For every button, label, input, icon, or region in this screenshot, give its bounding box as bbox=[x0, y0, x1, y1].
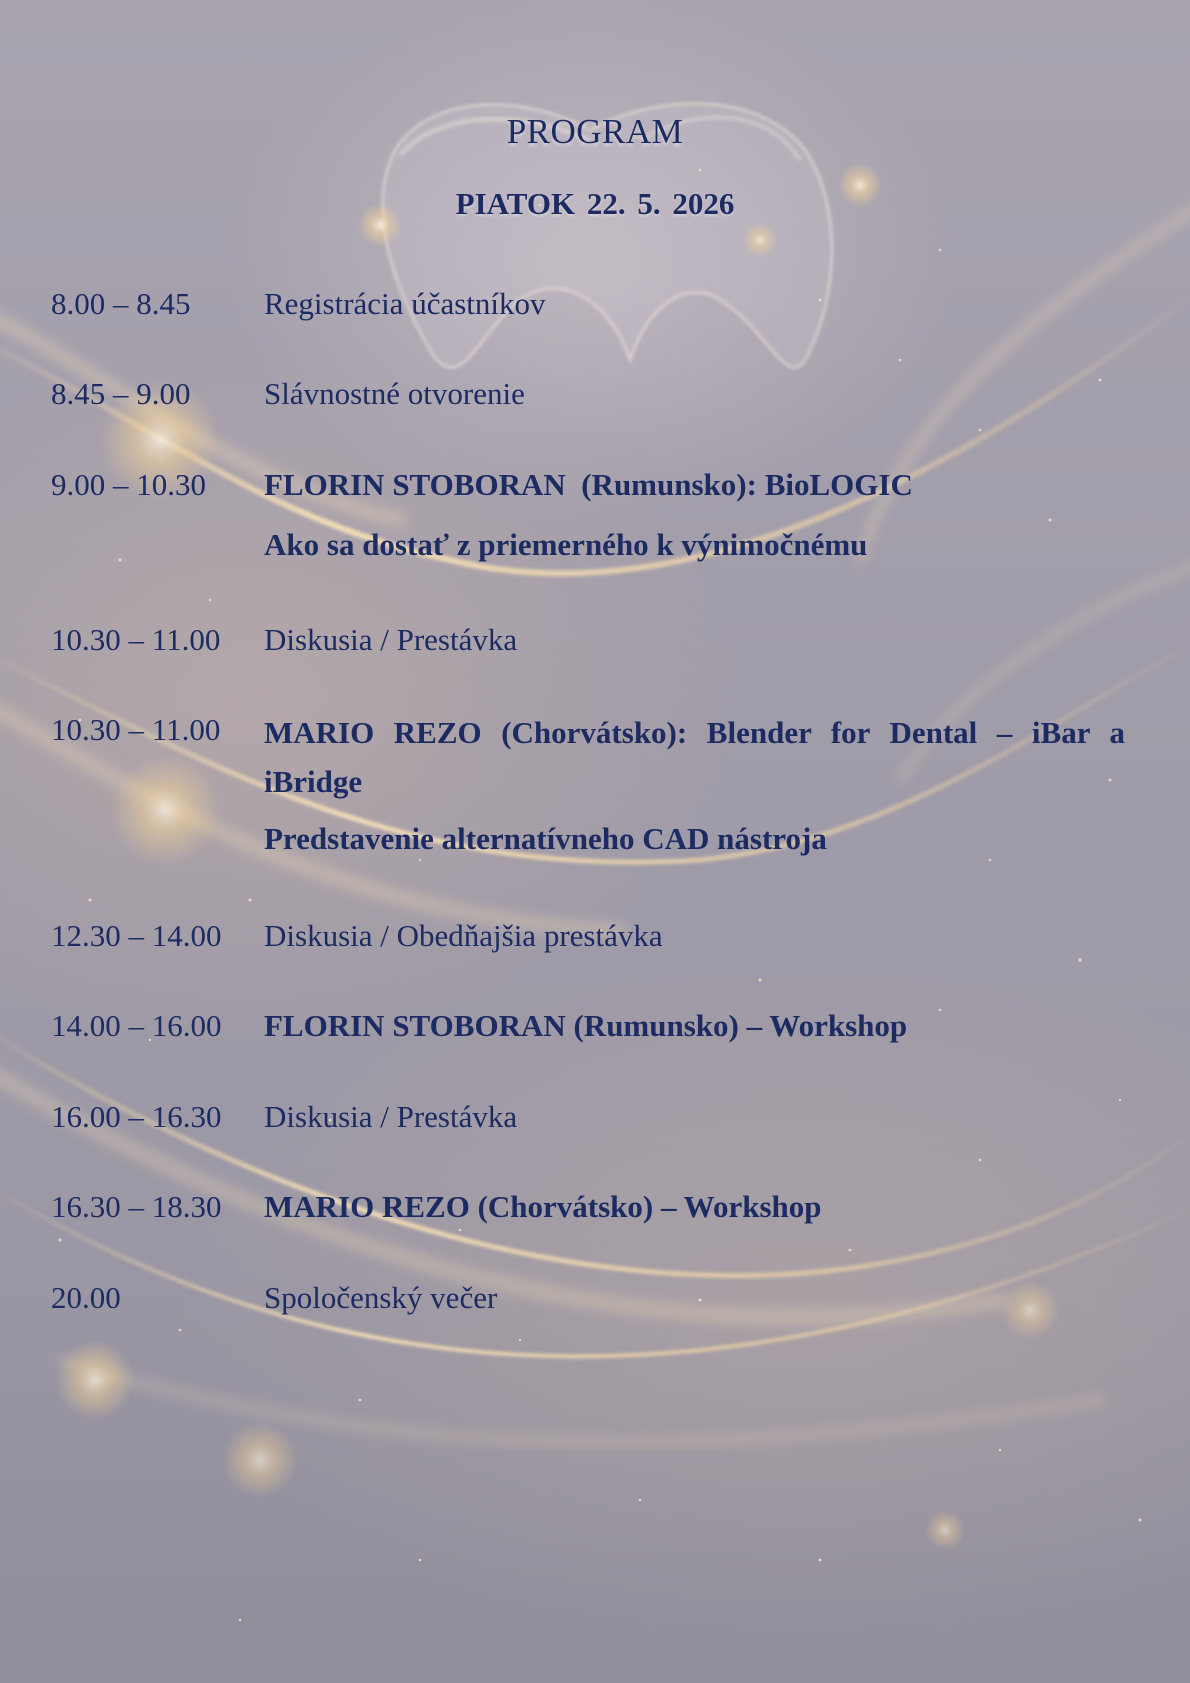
schedule-time: 14.00 – 16.00 bbox=[51, 1008, 222, 1043]
schedule-text: FLORIN STOBORAN (Rumunsko) – Workshop bbox=[264, 1008, 908, 1043]
schedule-text: Diskusia / Obedňajšia prestávka bbox=[264, 918, 663, 953]
schedule-time: 8.45 – 9.00 bbox=[51, 376, 191, 411]
schedule-row bbox=[51, 1004, 1125, 1095]
page-title: PROGRAM bbox=[506, 112, 684, 151]
schedule-subtitle: Predstavenie alternatívneho CAD nástroja bbox=[264, 821, 827, 856]
schedule-text-block bbox=[264, 708, 1125, 863]
schedule-time: 8.00 – 8.45 bbox=[51, 286, 191, 321]
schedule-row bbox=[51, 1095, 1125, 1185]
schedule-text: FLORIN STOBORAN (Rumunsko): BioLOGIC bbox=[264, 467, 913, 502]
schedule-time: 10.30 – 11.00 bbox=[51, 712, 221, 747]
schedule-text: Spoločenský večer bbox=[264, 1280, 498, 1315]
schedule-text: Diskusia / Prestávka bbox=[264, 1099, 518, 1134]
schedule-time: 20.00 bbox=[51, 1280, 121, 1315]
schedule-text: Registrácia účastníkov bbox=[264, 286, 546, 321]
schedule-time: 16.30 – 18.30 bbox=[51, 1189, 222, 1224]
schedule-row bbox=[51, 914, 1125, 1004]
schedule-row bbox=[51, 1276, 1125, 1336]
schedule-subtitle: Ako sa dostať z priemerného k výnimočnému bbox=[264, 527, 868, 562]
schedule-time: 10.30 – 11.00 bbox=[51, 622, 221, 657]
schedule-list bbox=[51, 282, 1125, 1336]
schedule-row bbox=[51, 618, 1125, 708]
schedule-text: MARIO REZO (Chorvátsko) – Workshop bbox=[264, 1189, 822, 1224]
schedule-time: 16.00 – 16.30 bbox=[51, 1099, 222, 1134]
schedule-time: 9.00 – 10.30 bbox=[51, 467, 206, 502]
schedule-text-block bbox=[264, 463, 1125, 567]
schedule-text: MARIO REZO (Chorvátsko): Blender for Dental – iBar a iBridge bbox=[264, 715, 1125, 799]
schedule-row bbox=[51, 708, 1125, 914]
schedule-text: Slávnostné otvorenie bbox=[264, 376, 525, 411]
schedule-row bbox=[51, 282, 1125, 372]
schedule-row bbox=[51, 1185, 1125, 1276]
schedule-text: Diskusia / Prestávka bbox=[264, 622, 518, 657]
schedule-row bbox=[51, 463, 1125, 618]
schedule-time: 12.30 – 14.00 bbox=[51, 918, 222, 953]
page-date: PIATOK 22. 5. 2026 bbox=[455, 186, 735, 221]
schedule-row bbox=[51, 372, 1125, 463]
